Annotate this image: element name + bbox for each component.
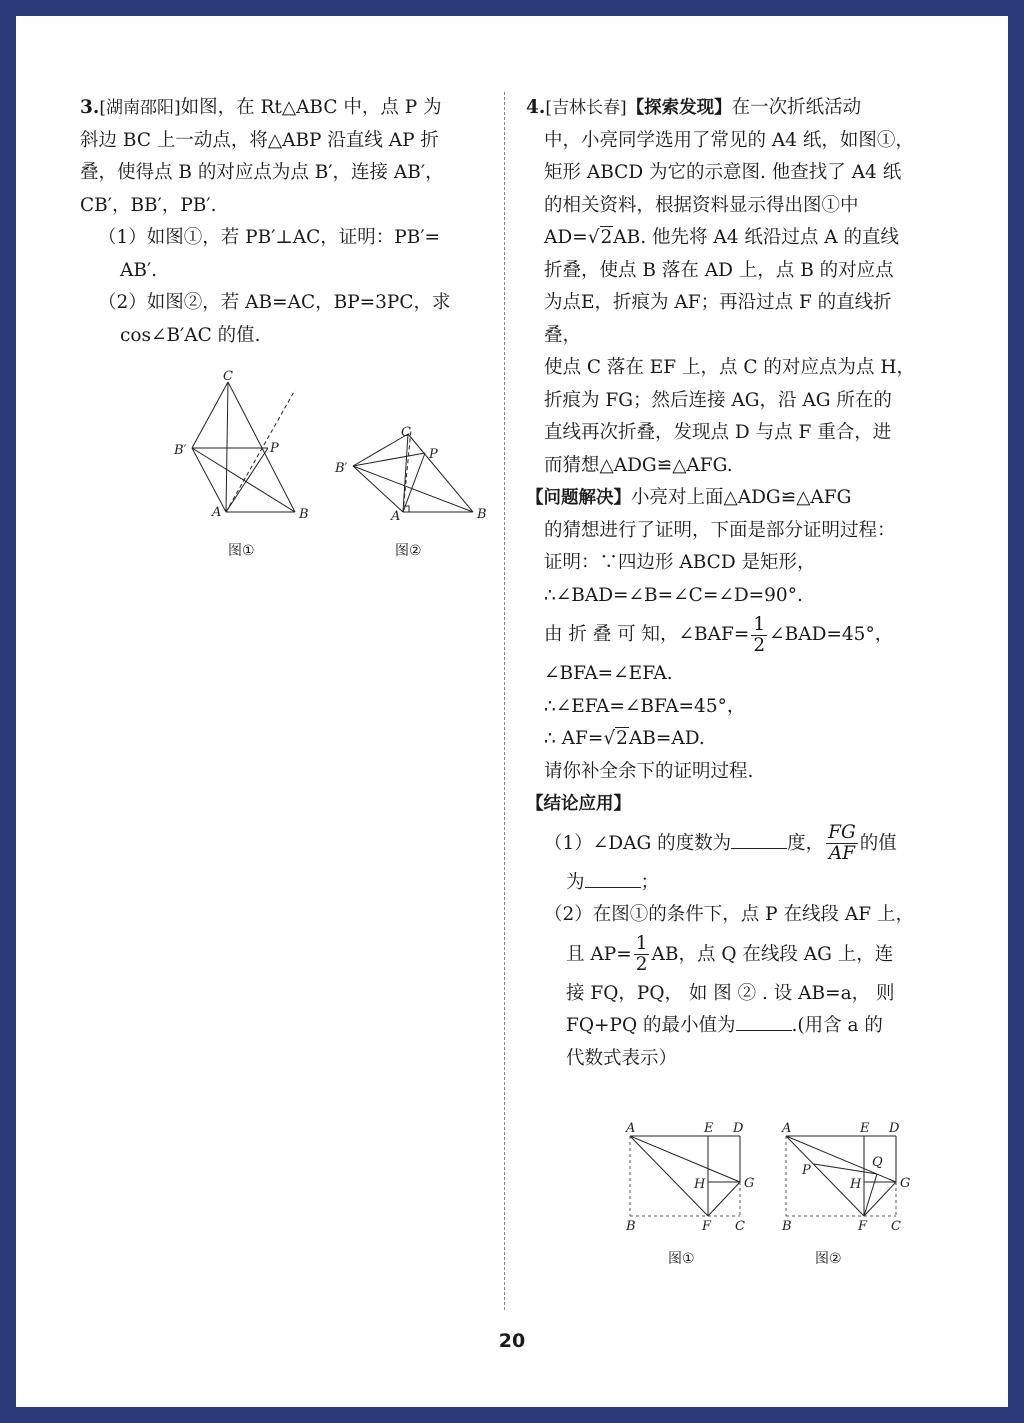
q4-e5-sqrt: √2 <box>587 227 613 248</box>
q4-fig2-label-b: B <box>782 1219 792 1234</box>
q4-heading-solve: 【问题解决】 <box>526 488 631 508</box>
q3-figure-1 <box>170 370 320 530</box>
q4-number: 4. <box>526 97 546 118</box>
q4-a1-denominator: AF <box>828 843 856 864</box>
q3-source: [湖南邵阳] <box>99 98 181 118</box>
q3-fig2-label-p: P <box>429 447 438 462</box>
q3-fig2-label-bprime: B′ <box>335 461 348 476</box>
q3-fig1-label-bprime: B′ <box>174 443 187 458</box>
q4-s8-radicand: 2 <box>616 728 628 749</box>
q3-line-1 <box>80 92 490 125</box>
q3-line-2: 斜边 BC 上一动点，将△ABP 沿直线 AP 折 <box>80 129 439 151</box>
q3-line-3: 叠，使得点 B 的对应点为点 B′，连接 AB′， <box>80 162 444 183</box>
q3-fig1-caption: 图① <box>228 543 255 559</box>
q4-s8-sqrt: √2 <box>603 728 628 749</box>
q4-heading-apply: 【结论应用】 <box>526 794 631 814</box>
q3-fig2-label-c: C <box>401 425 411 440</box>
q4-a1-unit: 度， <box>787 832 825 854</box>
q3-part1-line-1: （1）如图①，若 PB′⊥AC，证明：PB′= <box>98 227 441 248</box>
q4-a1-text: （1）∠DAG 的度数为 <box>544 832 732 854</box>
q4-solve-text-1: 小亮对上面△ADG≌△AFG <box>631 487 852 508</box>
q4-explore-11: 而猜想△ADG≌△AFG. <box>544 454 733 476</box>
q4-a2-right: AB，点 Q 在线段 AG 上，连 <box>651 943 894 965</box>
q4-a2-blank[interactable] <box>736 1012 792 1031</box>
q4-fig2-label-f: F <box>858 1219 868 1234</box>
q4-fig1-label-b: B <box>626 1219 636 1234</box>
q4-explore-5 <box>526 222 916 255</box>
q4-heading-apply-line <box>526 788 916 821</box>
q3-fig2-label-b: B <box>477 507 487 522</box>
q4-apply-2-line-2 <box>526 932 916 978</box>
q3-fig1-label-c: C <box>223 369 233 384</box>
column-divider <box>504 92 505 1310</box>
q4-fig1-label-h: H <box>694 1177 706 1192</box>
q3-fig2-caption: 图② <box>395 543 422 559</box>
q4-fig1-caption: 图① <box>668 1251 695 1267</box>
q4-e5-lhs: AD= <box>544 227 588 248</box>
q4-heading-explore: 【探索发现】 <box>626 98 732 118</box>
q4-a1-tail: 的值 <box>859 832 897 854</box>
q4-fig2-label-a: A <box>782 1121 792 1136</box>
q4-figure-2 <box>776 1118 926 1238</box>
q4-solve-1 <box>526 482 916 515</box>
q4-a1-numerator: FG <box>828 822 856 843</box>
q4-line-1 <box>526 92 916 125</box>
q4-source: [吉林长春] <box>545 98 627 118</box>
q3-fig1-label-p: P <box>270 441 279 456</box>
q3-part2-line-2: cos∠B′AC 的值. <box>120 324 261 346</box>
q3-figure-2 <box>333 420 493 530</box>
q4-apply-2: （2）在图①的条件下，点 P 在线段 AF 上， <box>544 904 914 925</box>
q4-fig1-label-d: D <box>733 1121 744 1136</box>
q4-a2-left: 且 AP= <box>566 943 632 965</box>
q4-s8-right: AB=AD. <box>628 728 705 749</box>
q4-solve-6: ∠BFA=∠EFA. <box>544 663 673 684</box>
q4-e5-rest: AB. 他先将 A4 纸沿过点 A 的直线 <box>613 227 900 248</box>
q4-fig2-label-q: Q <box>872 1155 883 1170</box>
q4-apply-2-line-3: 接 FQ，PQ， 如 图 ② . 设 AB=a， 则 <box>566 982 895 1004</box>
q4-s5-fraction <box>751 615 767 656</box>
q3-part2-line-1: （2）如图②，若 AB=AC，BP=3PC，求 <box>98 292 451 313</box>
q4-fig2-label-d: D <box>889 1121 900 1136</box>
q4-explore-1: 在一次折纸活动 <box>731 97 862 118</box>
q4-fig1-label-e: E <box>704 1121 714 1136</box>
q4-e5-radicand: 2 <box>600 227 613 248</box>
q4-a1-blank-1[interactable] <box>731 830 787 849</box>
q4-apply-2-line-5: 代数式表示） <box>566 1047 678 1069</box>
q4-a2-min-text: FQ+PQ 的最小值为 <box>566 1015 736 1036</box>
q4-solve-5 <box>526 612 916 658</box>
q4-fig2-label-e: E <box>860 1121 870 1136</box>
q3-part1-line-2: AB′. <box>120 259 158 281</box>
q4-solve-9: 请你补全余下的证明过程. <box>544 760 754 782</box>
q4-solve-3: 证明：∵四边形 ABCD 是矩形， <box>544 552 816 573</box>
q4-explore-6: 折叠，使点 B 落在 AD 上，点 B 的对应点 <box>544 259 894 281</box>
q4-solve-7: ∴∠EFA=∠BFA=45°， <box>544 695 746 717</box>
q4-fig2-caption: 图② <box>815 1251 842 1267</box>
q4-s8-left: ∴ AF= <box>544 728 604 749</box>
q4-explore-4: 的相关资料，根据资料显示得出图①中 <box>544 194 859 216</box>
q3-fig1-label-a: A <box>212 505 222 520</box>
q4-explore-8: 使点 C 落在 EF 上，点 C 的对应点为点 H， <box>544 357 915 378</box>
q4-a1-fraction <box>826 823 858 864</box>
q3-fig1-label-b: B <box>299 507 309 522</box>
q4-fig1-label-g: G <box>744 1176 755 1191</box>
question-4 <box>526 92 916 1075</box>
q4-explore-10: 直线再次折叠，发现点 D 与点 F 重合，进 <box>544 422 892 443</box>
q4-s5-denominator: 2 <box>753 634 766 656</box>
q4-explore-2: 中，小亮同学选用了常见的 A4 纸，如图①， <box>544 129 914 151</box>
q4-fig2-label-h: H <box>850 1177 862 1192</box>
q4-s5-left: 由 折 叠 可 知，∠BAF= <box>544 624 750 645</box>
q4-explore-7: 为点E，折痕为 AF；再沿过点 F 的直线折叠， <box>544 292 892 346</box>
question-3 <box>80 92 490 352</box>
q3-number: 3. <box>80 97 100 118</box>
q4-apply-1-cont <box>526 867 916 900</box>
q4-fig1-label-f: F <box>702 1219 712 1234</box>
q3-line-4: CB′，BB′，PB′. <box>80 194 217 216</box>
q4-fig1-label-a: A <box>626 1121 636 1136</box>
q4-fig2-label-g: G <box>900 1176 911 1191</box>
page-number: 20 <box>498 1330 526 1352</box>
q4-a1-wei: 为 <box>566 871 585 893</box>
q4-a1-semicolon: ； <box>640 871 660 893</box>
q4-apply-2-line-4 <box>526 1010 916 1043</box>
q4-a2-numerator: 1 <box>635 933 648 954</box>
q4-fig1-label-c: C <box>735 1219 745 1234</box>
q4-explore-3: 矩形 ABCD 为它的示意图. 他查找了 A4 纸 <box>544 162 902 183</box>
q4-fig2-label-p: P <box>802 1163 811 1178</box>
q3-fig2-label-a: A <box>391 509 401 524</box>
q4-a2-hint: .(用含 a 的 <box>791 1015 883 1036</box>
q4-solve-4: ∴∠BAD=∠B=∠C=∠D=90°. <box>544 584 803 606</box>
q4-explore-9: 折痕为 FG；然后连接 AG，沿 AG 所在的 <box>544 389 892 411</box>
q3-text-1: 如图，在 Rt△ABC 中，点 P 为 <box>180 97 442 118</box>
q4-a2-fraction <box>634 934 650 975</box>
q4-solve-8 <box>526 723 916 756</box>
q4-s5-right: ∠BAD=45°， <box>769 624 894 645</box>
q4-figure-1 <box>620 1118 770 1238</box>
q4-a2-denominator: 2 <box>635 954 648 975</box>
q4-a1-blank-2[interactable] <box>585 869 641 888</box>
q4-fig2-label-c: C <box>891 1219 901 1234</box>
q4-solve-2: 的猜想进行了证明，下面是部分证明过程： <box>544 519 896 541</box>
q4-apply-1 <box>526 821 916 867</box>
q4-s5-numerator: 1 <box>753 613 766 635</box>
